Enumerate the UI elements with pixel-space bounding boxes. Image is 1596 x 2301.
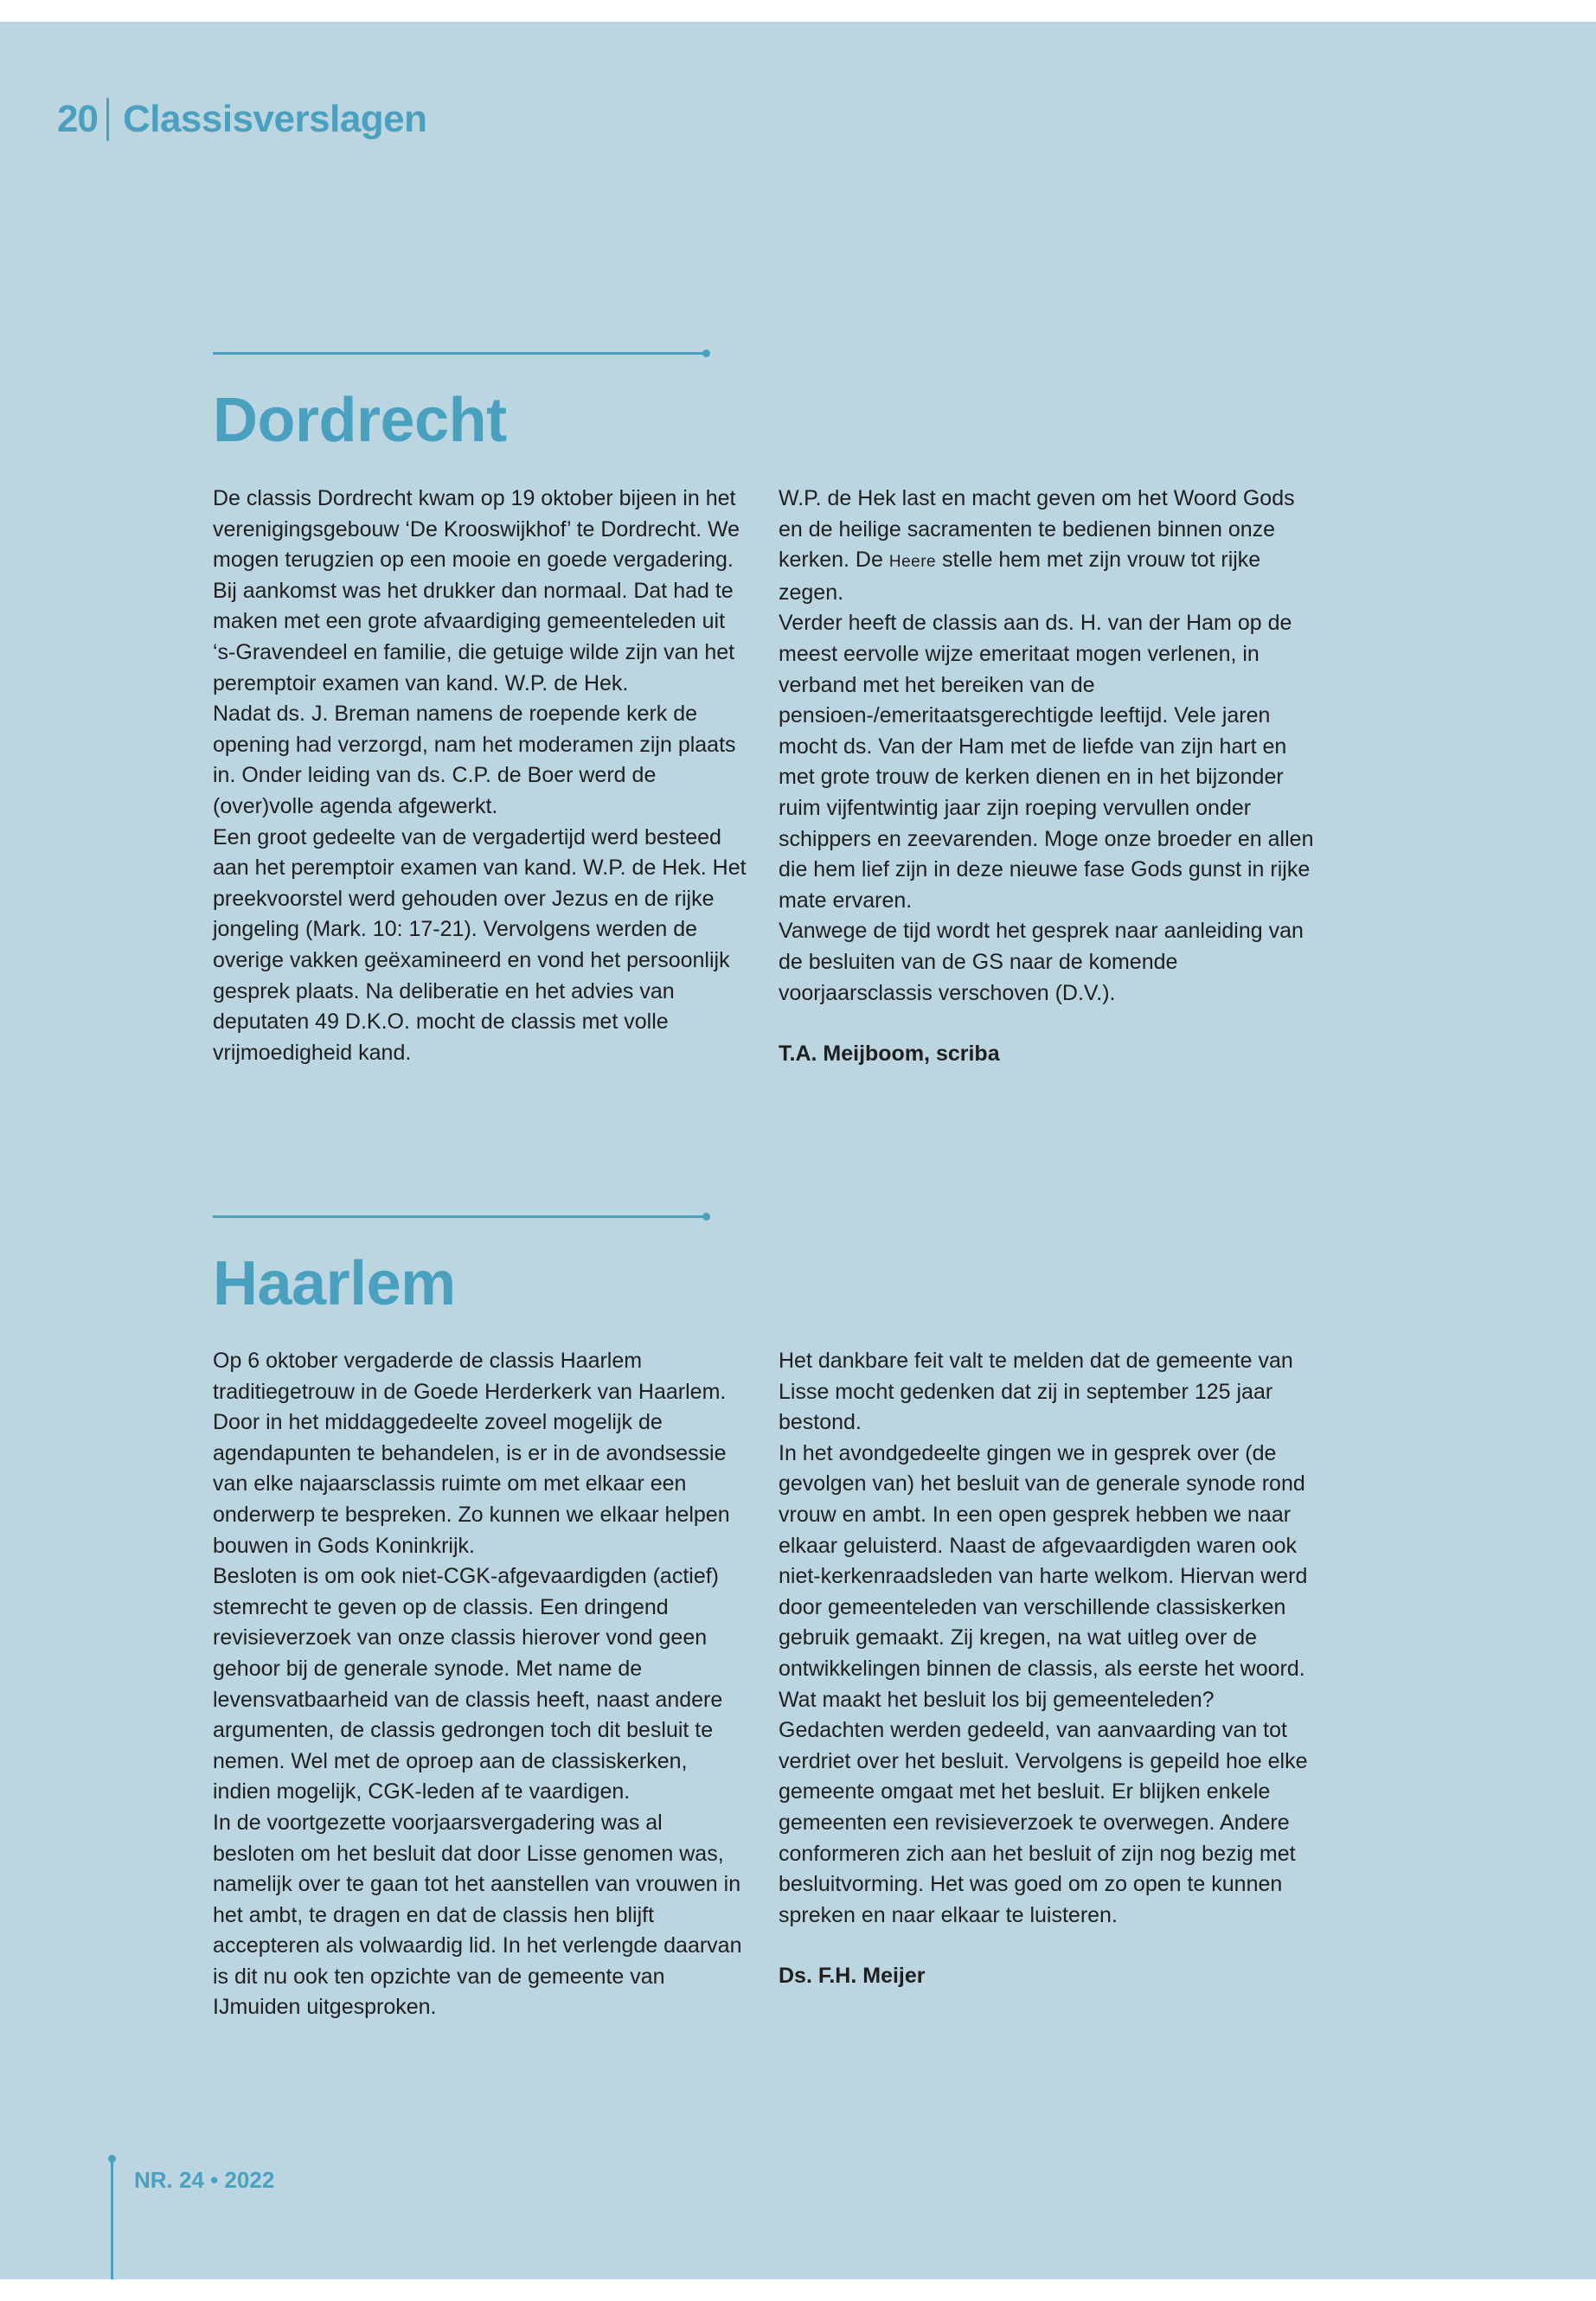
haarlem-paragraph: Het dankbare feit valt te melden dat de gemeente van Lisse mocht gedenken dat zij in september 125 jaar bestond.: [779, 1349, 1293, 1435]
haarlem-title: Haarlem: [213, 1249, 456, 1318]
issue-label: NR. 24 • 2022: [134, 2167, 275, 2193]
dordrecht-signature: T.A. Meijboom, scriba: [779, 1042, 1000, 1067]
haarlem-right-column: [779, 1346, 1315, 1992]
page-number: 20: [57, 98, 98, 140]
dordrecht-left-column: [213, 484, 749, 1068]
page-header: [57, 98, 427, 141]
magazine-page: [0, 22, 1596, 2279]
footer-rule: [111, 2158, 113, 2279]
haarlem-divider-rule: [213, 1215, 706, 1218]
dordrecht-paragraph: [779, 484, 1315, 608]
dordrecht-divider-rule: [213, 352, 706, 355]
haarlem-paragraph: In het avondgedeelte gingen we in gesprek over (de gevolgen van) het besluit van de generale synode rond vrouw en ambt. In een open gesprek hebben we naar elkaar geluisterd. Naast de afgevaardigden waren ook niet-kerkenraadsleden van harte welkom. Hiervan werd door gemeenteleden van verschillende classiskerken gebruik gemaakt. Zij kregen, na wat uitleg over de ontwikkelingen binnen de classis, als eerste het woord. Wat maakt het besluit los bij gemeenteleden? Gedachten werden gedeeld, van aanvaarding van tot verdriet over het besluit. Vervolgens is gepeild hoe elke gemeente omgaat met het besluit. Er blijken enkele gemeenten een revisieverzoek te overwegen. Andere conformeren zich aan het besluit of zijn nog bezig met besluitvorming. Het was goed om zo open te kunnen spreken en naar elkaar te luisteren.: [779, 1440, 1308, 1927]
dordrecht-paragraph: Verder heeft de classis aan ds. H. van der Ham op de meest eervolle wijze emeritaat mogen verlenen, in verband met het bereiken van de pensioen-/emeritaatsgerechtigde leeftijd. Vele jaren mocht ds. Van der Ham met de liefde van zijn hart en met grote trouw de kerken dienen en in het bijzonder ruim vijfentwintig jaar zijn roeping vervullen onder schippers en zeevarenden. Moge onze broeder en allen die hem lief zijn in deze nieuwe fase Gods gunst in rijke mate ervaren.: [779, 611, 1314, 913]
dordrecht-title: Dordrecht: [213, 386, 507, 455]
haarlem-paragraph: In de voortgezette voorjaarsvergadering was al besloten om het besluit dat door Lisse genomen was, namelijk over te gaan tot het aanstellen van vrouwen in het ambt, te dragen en dat de classis hen blijft accepteren als volwaardig lid. In het verlengde daarvan is dit nu ook ten opzichte van de gemeente van IJmuiden uitgesproken.: [213, 1810, 742, 2020]
dordrecht-paragraph: Nadat ds. J. Breman namens de roepende kerk de opening had verzorgd, nam het moderamen zijn plaats in. Onder leiding van ds. C.P. de Boer werd de (over)volle agenda afgewerkt.: [213, 702, 736, 818]
dordrecht-paragraph: De classis Dordrecht kwam op 19 oktober bijeen in het verenigingsgebouw ‘De Krooswijkhof’ te Dordrecht. We mogen terugzien op een mooie en goede vergadering. Bij aankomst was het drukker dan normaal. Dat had te maken met een grote afvaardiging gemeenteleden uit ‘s-Gravendeel en familie, die getuige wilde zijn van het peremptoir examen van kand. W.P. de Hek.: [213, 486, 740, 695]
dordrecht-paragraph: Een groot gedeelte van de vergadertijd werd besteed aan het peremptoir examen van kand. W.P. de Hek. Het preekvoorstel werd gehouden over Jezus en de rijke jongeling (Mark. 10: 17-21). Vervolgens werden de overige vakken geëxamineerd en vond het persoonlijk gesprek plaats. Na deliberatie en het advies van deputaten 49 D.K.O. mocht de classis met volle vrijmoedigheid kand.: [213, 824, 747, 1065]
dordrecht-text-run: W.P. de Hek last en macht geven om het Woord Gods en de heilige sacramenten te bedienen binnen onze kerken. De: [779, 486, 1295, 573]
haarlem-paragraph: Op 6 oktober vergaderde de classis Haarlem traditiegetrouw in de Goede Herderkerk van Haarlem. Door in het middaggedeelte zoveel mogelijk de agendapunten te behandelen, is er in de avondsessie van elke najaarsclassis ruimte om met elkaar een onderwerp te bespreken. Zo kunnen we elkaar helpen bouwen in Gods Koninkrijk.: [213, 1349, 730, 1558]
haarlem-paragraph: Besloten is om ook niet-CGK-afgevaardigden (actief) stemrecht te geven op de classis. Een dringend revisieverzoek van onze classis hierover vond geen gehoor bij de generale synode. Met name de levensvatbaarheid van de classis heeft, naast andere argumenten, de classis gedrongen toch dit besluit te nemen. Wel met de oproep aan de classiskerken, indien mogelijk, CGK-leden af te vaardigen.: [213, 1564, 723, 1804]
dordrecht-right-column: [779, 484, 1315, 1070]
heere-smallcaps: Heere: [888, 553, 937, 572]
section-label: Classisverslagen: [122, 98, 427, 140]
header-divider: [106, 98, 109, 141]
haarlem-left-column: [213, 1346, 749, 2023]
dordrecht-paragraph: Vanwege de tijd wordt het gesprek naar aanleiding van de besluiten van de GS naar de komende voorjaarsclassis verschoven (D.V.).: [779, 919, 1304, 1005]
haarlem-signature: Ds. F.H. Meijer: [779, 1964, 926, 1989]
dordrecht-text-run: stelle hem met zijn vrouw tot rijke zegen.: [779, 548, 1261, 605]
